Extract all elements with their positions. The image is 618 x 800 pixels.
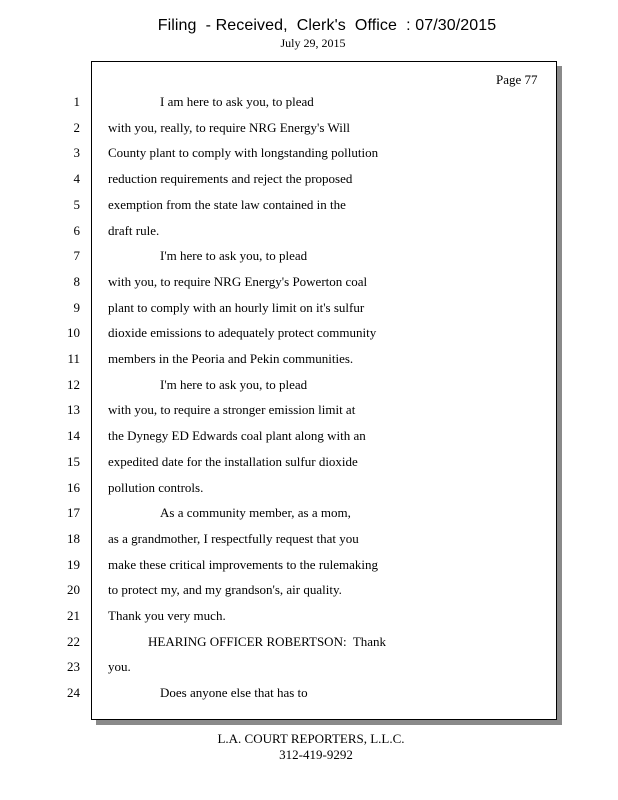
line-number: 21: [67, 608, 80, 623]
line-number: 6: [73, 222, 80, 238]
transcript-line: [0, 274, 560, 292]
line-number: 8: [73, 273, 80, 289]
transcript-line: [0, 531, 560, 549]
transcript-line: [0, 171, 560, 189]
transcript-line: [0, 557, 560, 575]
line-number: 10: [67, 325, 80, 341]
line-number: 15: [67, 453, 80, 469]
footer-company: L.A. COURT REPORTERS, L.L.C.: [217, 731, 405, 746]
transcript-line: [0, 145, 560, 163]
line-number: 3: [73, 145, 80, 161]
line-number: 9: [73, 299, 80, 315]
line-text: with you, really, to require NRG Energy's Will: [108, 119, 351, 135]
transcript-line: [0, 94, 560, 112]
transcript-line: [0, 325, 560, 343]
transcript-line: [0, 248, 560, 266]
line-text: reduction requirements and reject the proposed: [108, 171, 353, 187]
line-number: 19: [67, 556, 80, 572]
line-number: 23: [67, 659, 80, 675]
line-text: you.: [108, 659, 131, 675]
transcript-line: [0, 120, 560, 138]
line-text: the Dynegy ED Edwards coal plant along with an: [108, 428, 366, 444]
line-text: with you, to require NRG Energy's Powerton coal: [108, 273, 368, 289]
filing-stamp: Filing - Received, Clerk's Office : 07/30/2015: [157, 17, 497, 34]
transcript-line: [0, 377, 560, 395]
line-text: members in the Peoria and Pekin communities.: [108, 351, 354, 366]
page-number: Page 77: [496, 72, 538, 87]
line-number: 5: [73, 196, 80, 212]
line-text: I am here to ask you, to plead: [160, 94, 314, 109]
line-text: draft rule.: [108, 222, 160, 238]
line-number: 20: [67, 582, 80, 598]
line-number: 24: [67, 685, 80, 701]
transcript-line: [0, 300, 560, 318]
line-number: 2: [73, 119, 80, 135]
line-number: 13: [67, 402, 80, 418]
line-text: with you, to require a stronger emission limit at: [108, 402, 356, 418]
line-text: Does anyone else that has to: [160, 685, 308, 701]
line-number: 7: [73, 248, 80, 264]
transcript-line: [0, 402, 560, 420]
line-text: exemption from the state law contained in the: [108, 196, 346, 212]
line-text: County plant to comply with longstanding pollution: [108, 145, 379, 161]
transcript-line: [0, 685, 560, 703]
line-number: 14: [67, 428, 80, 444]
transcript-line: [0, 659, 560, 677]
line-text: plant to comply with an hourly limit on it's sulfur: [108, 299, 365, 315]
hearing-date: July 29, 2015: [280, 36, 346, 50]
line-text: Thank you very much.: [108, 608, 226, 623]
line-text: pollution controls.: [108, 479, 204, 495]
transcript-line: [0, 351, 560, 369]
transcript-line: [0, 608, 560, 626]
line-number: 1: [73, 94, 80, 109]
line-number: 22: [67, 633, 80, 649]
transcript-line: [0, 223, 560, 241]
line-number: 12: [67, 376, 80, 392]
line-number: 18: [67, 530, 80, 546]
line-text: as a grandmother, I respectfully request that you: [108, 530, 359, 546]
line-text: expedited date for the installation sulfur dioxide: [108, 453, 358, 469]
footer-phone: 312-419-9292: [279, 747, 353, 762]
line-text: to protect my, and my grandson's, air quality.: [108, 582, 342, 598]
transcript-line: [0, 582, 560, 600]
transcript-line: [0, 634, 560, 652]
line-number: 11: [67, 351, 80, 366]
transcript-line: [0, 505, 560, 523]
line-text: I'm here to ask you, to plead: [160, 248, 308, 264]
line-text: HEARING OFFICER ROBERTSON: Thank: [148, 633, 387, 649]
transcript-line: [0, 480, 560, 498]
line-number: 16: [67, 479, 80, 495]
line-text: dioxide emissions to adequately protect community: [108, 325, 377, 341]
line-number: 17: [67, 505, 80, 521]
line-text: I'm here to ask you, to plead: [160, 376, 308, 392]
line-text: As a community member, as a mom,: [160, 505, 351, 521]
transcript-line: [0, 428, 560, 446]
line-number: 4: [73, 171, 80, 187]
transcript-line: [0, 197, 560, 215]
line-text: make these critical improvements to the rulemaking: [108, 556, 379, 572]
transcript-line: [0, 454, 560, 472]
